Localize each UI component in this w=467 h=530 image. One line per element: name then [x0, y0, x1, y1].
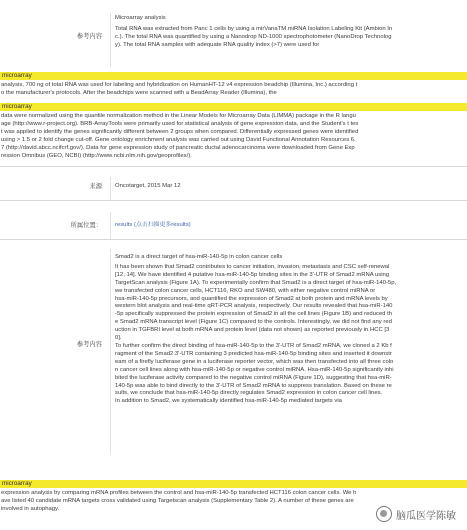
band-line: age (http://www.r-project.org). BRB-ArrayTools were primarily used for statistical analysis of gene expression data, and the Student's t tes	[1, 120, 359, 127]
highlight-text: microarray	[2, 72, 32, 79]
content-line: y). The total RNA samples with adequate RNA quality index (>7) were used for	[115, 41, 320, 48]
content-line: sults, we conclude that hsa-miR-140-5p directly regulates Smad2 expression in colon cancer cell lines.	[115, 390, 383, 397]
content-line: n cancer cell lines along with hsa-miR-140-5p or negative control miRNA. Hsa-miR-140-5p significantly inhi	[115, 366, 394, 373]
content-row-2	[0, 249, 467, 454]
highlight-keyword-3	[0, 480, 467, 488]
content-line: Total RNA was extracted from Panc 1 cells by using a mirVanaTM miRNA Isolation Labeling Kit (Ambion In	[115, 25, 393, 32]
content-line: uction in TGFBRI level at both mRNA and protein level (data not shown) as reported previously in HCC [3	[115, 327, 390, 334]
wechat-icon	[376, 506, 392, 522]
band-line: analysis, 700 ng of total RNA was used for labeling and hybridization on HumanHT-12 v4 expression beadchip (Illumina, Inc.) according t	[1, 82, 358, 88]
content-line: e Smad2 mRNA transcript level (Figure 1C) compared to the controls. Interestingly, we did not find any red	[115, 319, 392, 326]
content-line: Smad2 is a direct target of hsa-miR-140-5p in colon cancer cells	[115, 254, 283, 260]
band-line: t was applied to identify the genes significantly different between 2 groups when compared. Differentially expressed genes were identified	[1, 128, 359, 135]
content-line: [12, 14]. We have identified 4 putative hsa-miR-140-5p binding sites in the 3'-UTR of Smad2 mRNA using	[115, 271, 390, 278]
content-text-1	[110, 13, 467, 67]
wechat-watermark	[373, 503, 459, 525]
content-line: It has been shown that Smad2 contributes to cancer initiation, invasion, metastasis and CSC self-renewal	[115, 263, 390, 270]
band-line: 7 (http://david.abcc.ncifcrf.gov/). Data for gene expression study of pancreatic ductal adenocarcinoma were downloaded from Gene Exp	[1, 144, 355, 151]
band-line: using > 1.5 or 2 fold change cut-off. Gene ontology enrichment analysis was carried out using David Functional Annotation Resources 6.	[1, 136, 356, 143]
content-line: bited the luciferase activity compared to the negative control miRNA (Figure 1D), suggesting that hsa-miR-	[115, 374, 392, 381]
band-line: o the manufacturer's protocols. After the beadchips were scanned with a BeadArray Reader (Illumina), the	[1, 89, 277, 96]
content-line: To further confirm the direct binding of hsa-miR-140-5p to the 3'-UTR of Smad2 mRNA, we cloned a 2 Kb f	[115, 342, 392, 349]
position-link[interactable]: results (点击扫描更多results)	[115, 222, 191, 228]
content-line: 0].	[115, 335, 122, 342]
content-line: TargetScan analysis (Figure 1A). To experimentally confirm that Smad2 is a direct target of hsa-miR-140-5p,	[115, 279, 397, 286]
content-label-2: 参考内容	[76, 341, 102, 348]
content-line: Microarray analysis	[115, 15, 166, 21]
highlight-text: microarray	[2, 480, 32, 487]
content-line: -5p specifically suppressed the protein expression of Smad2 in all the cell lines (Figure 1B) and reduced th	[115, 311, 393, 318]
content-row-1	[0, 13, 467, 67]
highlight-keyword-1	[0, 72, 467, 80]
position-label: 所属位置：	[70, 222, 102, 229]
source-label: 来源	[89, 183, 102, 190]
content-line: hsa-miR-140-5p precursors, and quantified the expression of Smad2 at both protein and mRNA levels by	[115, 295, 388, 302]
band-line: expression analysis by comparing mRNA profiles between the control and hsa-miR-140-5p transfected HCT116 colon cancer cells. We h	[1, 490, 357, 496]
content-text-2	[110, 249, 467, 454]
band-line: involved in autophagy.	[1, 505, 60, 512]
content-line: In addition to Smad2, we systematically identified hsa-miR-140-5p mediated targets via	[115, 398, 342, 405]
position-value[interactable]	[110, 212, 467, 239]
highlight-keyword-2	[0, 103, 467, 111]
highlight-text: microarray	[2, 103, 32, 110]
content-line: western blot analysis and real-time qRT-PCR analysis, respectively. Our results revealed that hsa-miR-140	[115, 303, 393, 310]
text-band-2	[0, 113, 467, 160]
content-line: 140-5p was able to bind directly to the 3'-UTR of Smad2 mRNA to suppress translation. Based on these re	[115, 382, 392, 389]
position-row	[0, 212, 467, 240]
band-line: data were normalized using the quantile normalization method in the Linear Models for Microarray Data (LIMMA) package in the R langu	[1, 113, 356, 119]
band-line: ression Omnibus (GEO, NCBI) (http://www.ncbi.nlm.nih.gov/geoprofiles/).	[1, 152, 192, 159]
source-row	[0, 177, 467, 201]
text-band-1	[0, 82, 467, 98]
divider	[0, 166, 467, 167]
content-line: c.). The total RNA was quantified by using a Nanodrop ND-1000 spectrophotometer (NanoDrop Technolog	[115, 33, 392, 40]
content-line: we transfected colon cancer cells, HCT116, RKO and SW480, with either negative control miRNA or	[115, 287, 376, 294]
band-line: ave listed 40 candidate mRNA targets cross validated using Targetscan analysis (Supplementary Table 2). A number of these genes are	[1, 497, 354, 504]
content-line: ragment of the Smad2 3'-UTR containing 3 predicted hsa-miR-140-5p binding sites and inserted it downstr	[115, 350, 392, 357]
watermark-text: 脑瓜医学陈敏	[396, 510, 456, 522]
source-value: Oncotarget, 2015 Mar 12	[110, 177, 467, 200]
content-line: eam of a firefly luciferase gene in a luciferase reporter vector, which was then transfected into all three colo	[115, 358, 394, 365]
content-label-1: 参考内容	[76, 33, 102, 40]
